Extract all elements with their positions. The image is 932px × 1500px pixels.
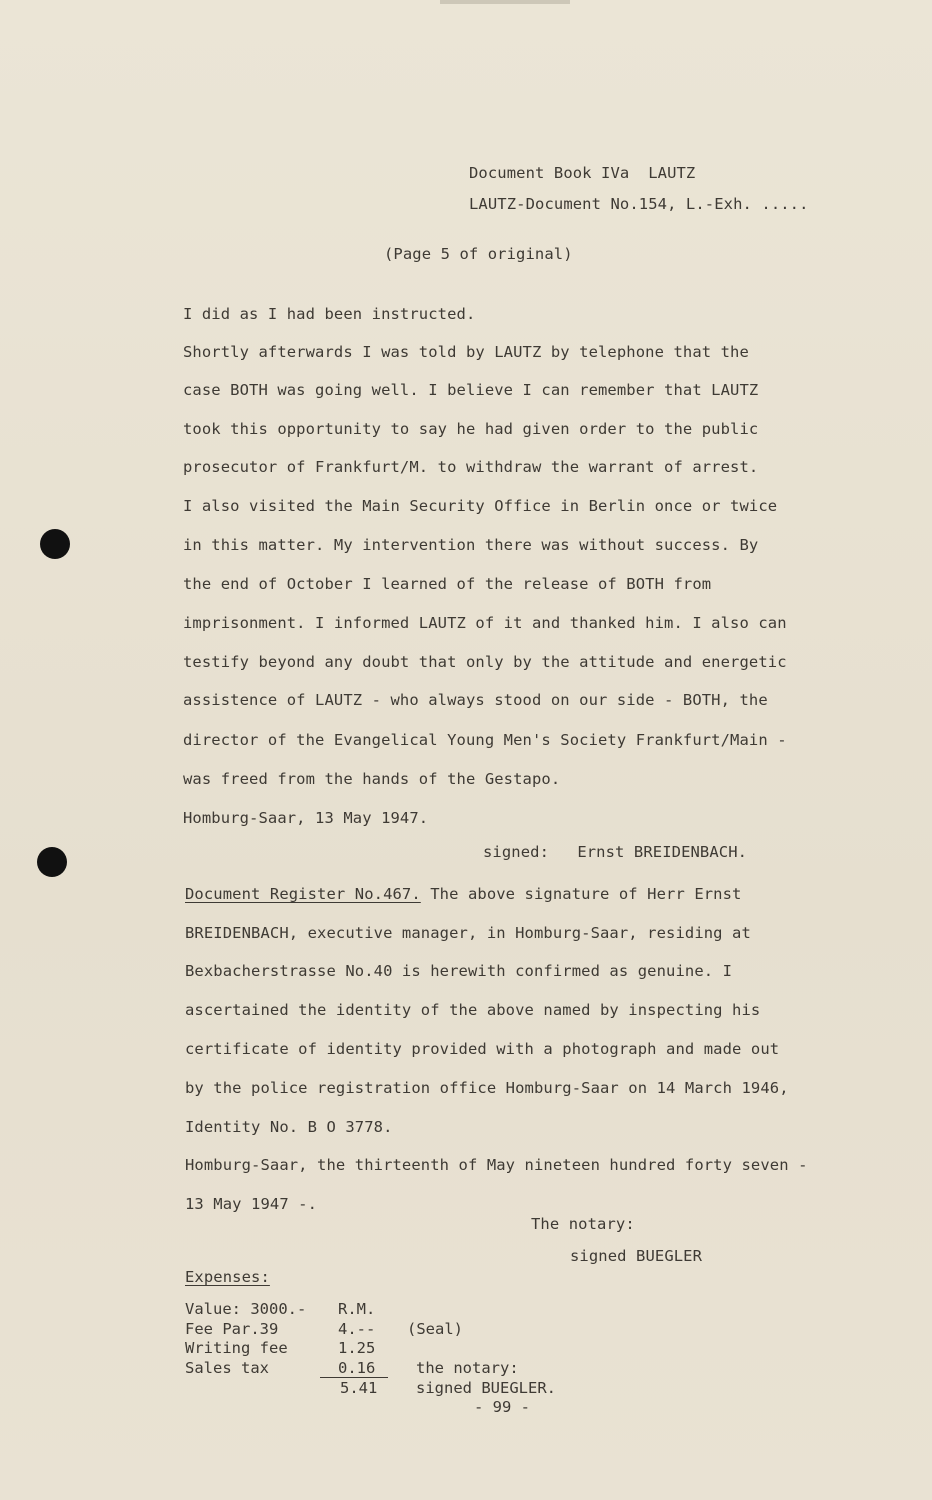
top-edge-mark [440,0,570,4]
body-line: took this opportunity to say he had given order to the public [183,420,759,438]
expense-label: Fee Par.39 [185,1320,279,1338]
expense-notary-label: the notary: [416,1359,519,1377]
page-number: - 99 - [474,1398,530,1416]
register-line: ascertained the identity of the above named by inspecting his [185,1001,761,1019]
body-line: imprisonment. I informed LAUTZ of it and thanked him. I also can [183,614,787,632]
body-line: I also visited the Main Security Office in Berlin once or twice [183,497,778,515]
body-line: assistence of LAUTZ - who always stood on our side - BOTH, the [183,691,768,709]
expense-total: 5.41 [340,1379,378,1397]
total-rule [320,1377,388,1378]
expense-label: Writing fee [185,1339,288,1357]
expense-amount: 1.25 [338,1339,376,1357]
notary-signed: signed BUEGLER [570,1247,703,1265]
body-line: case BOTH was going well. I believe I can remember that LAUTZ [183,381,759,399]
body-line: prosecutor of Frankfurt/M. to withdraw the warrant of arrest. [183,458,759,476]
expense-notary-signed: signed BUEGLER. [416,1379,556,1397]
expense-amount: R.M. [338,1300,376,1318]
doc-book-title: Document Book IVa LAUTZ [469,164,696,182]
register-line: by the police registration office Homburg-Saar on 14 March 1946, [185,1079,789,1097]
punch-hole-bottom [37,847,67,877]
body-line: director of the Evangelical Young Men's Society Frankfurt/Main - [183,731,787,749]
register-line: BREIDENBACH, executive manager, in Homburg-Saar, residing at [185,924,751,942]
register-label: Document Register No.467. [185,885,421,903]
body-line: testify beyond any doubt that only by the attitude and energetic [183,653,787,671]
place-date: Homburg-Saar, 13 May 1947. [183,809,429,827]
register-line: 13 May 1947 -. [185,1195,318,1213]
expense-label: Value: 3000.- [185,1300,307,1318]
notary-title: The notary: [531,1215,635,1233]
register-line: Homburg-Saar, the thirteenth of May nineteen hundred forty seven - [185,1156,808,1174]
expense-amount: 0.16 [338,1359,376,1377]
body-line: the end of October I learned of the release of BOTH from [183,575,712,593]
expense-amount: 4.-- [338,1320,376,1338]
body-line: I did as I had been instructed. [183,305,476,323]
doc-number: LAUTZ-Document No.154, L.-Exh. ..... [469,195,809,213]
expenses-heading: Expenses: [185,1268,270,1286]
seal-text: (Seal) [407,1320,463,1338]
body-line: Shortly afterwards I was told by LAUTZ by telephone that the [183,343,749,361]
expense-label: Sales tax [185,1359,269,1377]
register-line: Identity No. B O 3778. [185,1118,393,1136]
page-reference: (Page 5 of original) [384,245,573,263]
body-line: was freed from the hands of the Gestapo. [183,770,561,788]
register-line: Bexbacherstrasse No.40 is herewith confirmed as genuine. I [185,962,733,980]
signature-line: signed: Ernst BREIDENBACH. [483,843,748,861]
punch-hole-top [40,529,70,559]
body-line: in this matter. My intervention there was without success. By [183,536,759,554]
register-first-line [185,885,741,903]
register-line: The above signature of Herr Ernst [420,885,742,903]
register-line: certificate of identity provided with a photograph and made out [185,1040,780,1058]
